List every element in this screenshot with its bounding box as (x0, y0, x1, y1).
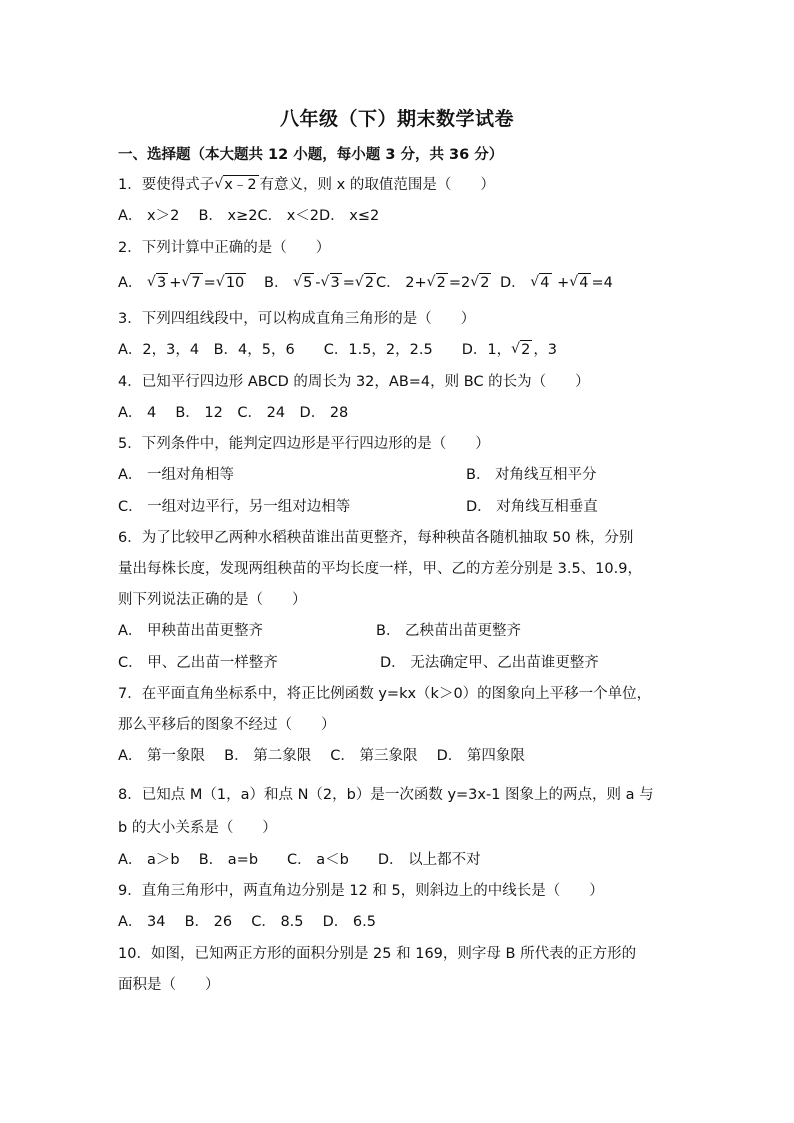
q6-option-b: B． 乙秧苗出苗更整齐 (376, 623, 522, 639)
q1-stem-pre: 1．要使得式子 (118, 177, 215, 193)
question-7-line-1: 7．在平面直角坐标系中，将正比例函数 y=kx（k＞0）的图象向上平移一个单位， (118, 686, 652, 702)
question-4-stem: 4．已知平行四边形 ABCD 的周长为 32，AB=4，则 BC 的长为（ ） (118, 374, 590, 390)
q5-option-b: B． 对角线互相平分 (466, 467, 597, 483)
q6-option-d: D． 无法确定甲、乙出苗谁更整齐 (380, 655, 599, 671)
question-1-options: A． x＞2 B． x≥2C． x＜2D． x≤2 (118, 208, 380, 224)
question-8-line-2: b 的大小关系是（ ） (118, 820, 277, 836)
question-3-stem: 3．下列四组线段中，可以构成直角三角形的是（ ） (118, 311, 476, 327)
q2-option-a: A． √ 3 +√ 7 =√ 10 (118, 273, 247, 293)
sqrt-expression: √ x﹣2 (214, 175, 258, 195)
page-title: 八年级（下）期末数学试卷 (279, 108, 514, 130)
question-1-stem (118, 175, 495, 195)
question-2-stem: 2．下列计算中正确的是（ ） (118, 240, 331, 256)
q1-stem-post: 有意义，则 x 的取值范围是（ ） (259, 177, 495, 193)
section-heading: 一、选择题（本大题共 12 小题，每小题 3 分，共 36 分） (118, 147, 504, 163)
question-10-line-1: 10．如图，已知两正方形的面积分别是 25 和 169，则字母 B 所代表的正方形的 (118, 946, 637, 962)
q5-option-a: A． 一组对角相等 (118, 467, 235, 483)
question-9-options: A． 34 B． 26 C． 8.5 D． 6.5 (118, 914, 376, 930)
q6-option-a: A． 甲秧苗出苗更整齐 (118, 623, 264, 639)
q2-option-c: C． 2+√ 2 =2√ 2 (376, 273, 492, 293)
question-9-stem: 9．直角三角形中，两直角边分别是 12 和 5，则斜边上的中线长是（ ） (118, 883, 604, 899)
q5-option-c: C． 一组对边平行，另一组对边相等 (118, 499, 351, 515)
question-10-line-2: 面积是（ ） (118, 977, 220, 993)
question-6-line-1: 6．为了比较甲乙两种水稻秧苗谁出苗更整齐，每种秧苗各随机抽取 50 株，分别 (118, 530, 634, 546)
question-5-stem: 5．下列条件中，能判定四边形是平行四边形的是（ ） (118, 436, 490, 452)
question-6-line-2: 量出每株长度，发现两组秧苗的平均长度一样，甲、乙的方差分别是 3.5、10.9， (118, 561, 642, 577)
question-7-line-2: 那么平移后的图象不经过（ ） (118, 717, 336, 733)
q5-option-d: D． 对角线互相垂直 (466, 499, 598, 515)
question-8-options: A． a＞b B． a=b C． a＜b D． 以上都不对 (118, 852, 481, 868)
q6-option-c: C． 甲、乙出苗一样整齐 (118, 655, 278, 671)
question-3-options: A．2，3，4 B．4，5，6 C．1.5，2，2.5 D．1，√ 2 ，3 (118, 340, 557, 360)
question-6-line-3: 则下列说法正确的是（ ） (118, 592, 307, 608)
question-4-options: A． 4 B． 12 C． 24 D． 28 (118, 405, 349, 421)
question-8-line-1: 8．已知点 M（1，a）和点 N（2，b）是一次函数 y=3x-1 图象上的两点，则 a 与 (118, 787, 654, 803)
q2-option-d: D． √ 4 +√ 4 =4 (500, 273, 613, 293)
q2-option-b: B． √ 5 -√ 3 =√ 2 (264, 273, 377, 293)
question-7-options: A． 第一象限 B． 第二象限 C． 第三象限 D． 第四象限 (118, 748, 525, 764)
